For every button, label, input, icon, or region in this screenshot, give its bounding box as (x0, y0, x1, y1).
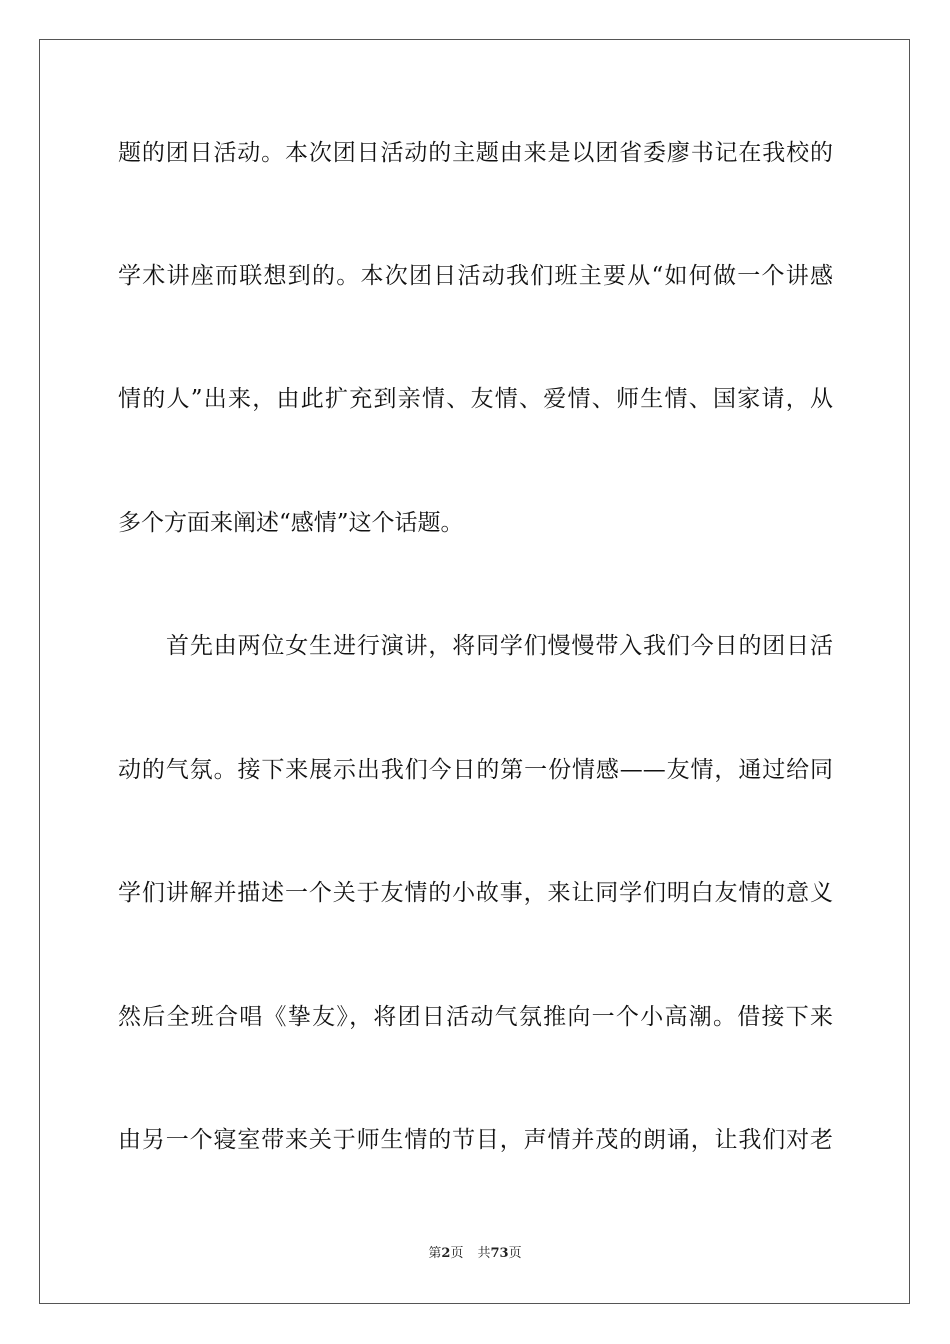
total-prefix: 共 (477, 1246, 491, 1261)
total-pages: 73 (490, 1246, 509, 1261)
paragraph-line: 学们讲解并描述一个关于友情的小故事，来让同学们明白友情的意义 (118, 880, 833, 906)
page-number: 2 (441, 1246, 451, 1261)
paragraph-line: 情的人”出来，由此扩充到亲情、友情、爱情、师生情、国家请，从 (118, 386, 833, 412)
paragraph-line: 由另一个寝室带来关于师生情的节目，声情并茂的朗诵，让我们对老 (118, 1127, 833, 1153)
paragraph-line: 然后全班合唱《挚友》，将团日活动气氛推向一个小高潮。借接下来 (118, 1004, 833, 1030)
page-prefix: 第 (428, 1246, 442, 1261)
page-suffix: 页 (450, 1246, 464, 1261)
paragraph-line: 学术讲座而联想到的。本次团日活动我们班主要从“如何做一个讲感 (118, 263, 833, 289)
paragraph-line: 动的气氛。接下来展示出我们今日的第一份情感——友情，通过给同 (118, 757, 833, 783)
paragraph-line: 多个方面来阐述“感情”这个话题。 (118, 510, 464, 536)
total-suffix: 页 (508, 1246, 522, 1261)
paragraph-line: 首先由两位女生进行演讲，将同学们慢慢带入我们今日的团日活 (166, 633, 833, 659)
page-footer (0, 1245, 950, 1263)
paragraph-line: 题的团日活动。本次团日活动的主题由来是以团省委廖书记在我校的 (118, 140, 833, 166)
page-border (39, 39, 910, 1304)
